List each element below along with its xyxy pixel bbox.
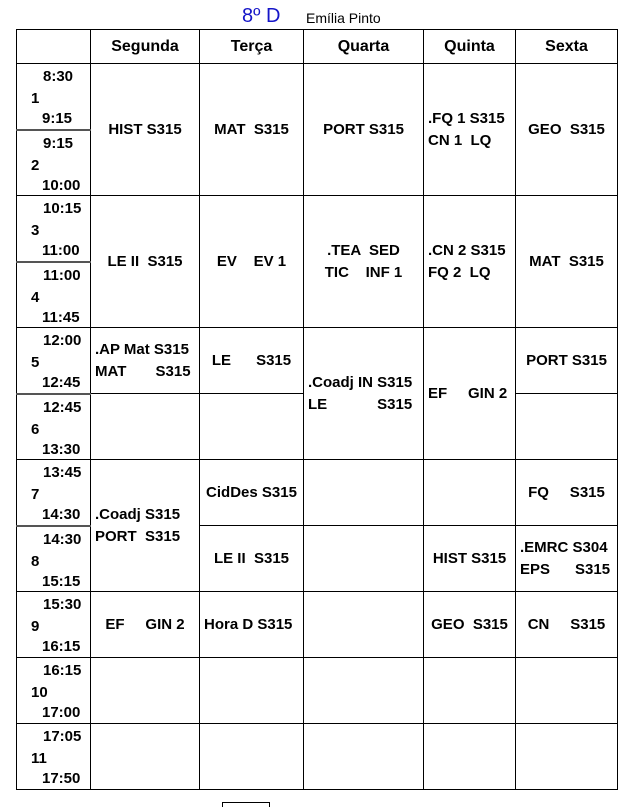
day-header-row [17,30,618,64]
empty-cell [304,592,424,658]
slot-end: 14:30 [42,506,81,523]
lesson-text: PORT S315 [526,351,607,369]
lesson-text: CidDes S315 [206,483,297,501]
day-header: Segunda [91,30,200,64]
lesson-text: MAT S315 [529,252,604,270]
empty-cell [304,526,424,592]
lesson-cell[interactable] [424,526,516,592]
lesson-cell[interactable] [424,196,516,328]
lesson-text: .FQ 1 S315 [428,109,505,127]
lesson-text: EF GIN 2 [428,384,508,402]
empty-cell [304,460,424,526]
lesson-text: FQ 2 LQ [428,263,491,281]
empty-cell [424,658,516,724]
lesson-cell[interactable] [200,460,304,526]
lesson-cell[interactable] [516,196,618,328]
lesson-text: GEO S315 [431,615,508,633]
slot-row [17,658,618,724]
slot-number: 10 [31,684,48,701]
slot-row [17,724,618,790]
lesson-cell[interactable] [91,460,200,592]
lesson-cell[interactable] [424,328,516,460]
slot-number: 7 [31,486,40,503]
lesson-text: EPS S315 [520,560,611,578]
slot-start: 14:30 [43,530,82,548]
lesson-text: GEO S315 [528,120,605,138]
class-name: 8º D [242,5,281,27]
empty-cell [91,724,200,790]
lesson-cell[interactable] [516,592,618,658]
lesson-cell[interactable] [200,64,304,196]
lesson-cell[interactable] [424,592,516,658]
slot-start: 8:30 [43,68,74,85]
slot-number: 2 [31,156,40,174]
empty-cell [91,658,200,724]
lesson-cell[interactable] [516,64,618,196]
lesson-text: HIST S315 [432,549,507,567]
lesson-cell[interactable] [304,64,424,196]
lesson-cell[interactable] [516,526,618,592]
slot-row [17,328,618,394]
time-cell [17,526,91,592]
slot-row [17,64,618,130]
slot-row [17,196,618,262]
slot-end: 15:15 [42,572,81,590]
slot-number: 5 [31,354,40,371]
lesson-text: TIC INF 1 [324,263,403,281]
lesson-text: LE S315 [308,395,413,413]
lesson-text: .Coadj IN S315 [308,373,413,391]
empty-cell [200,724,304,790]
lesson-text: LE II S315 [213,549,290,567]
slot-number: 1 [31,90,40,107]
empty-cell [304,724,424,790]
slot-end: 9:15 [42,110,73,127]
time-cell [17,724,91,790]
slot-start: 17:05 [43,728,82,745]
lesson-cell[interactable] [200,328,304,394]
time-cell [17,196,91,262]
lesson-text: FQ S315 [528,483,605,501]
lesson-cell[interactable] [91,64,200,196]
slot-number: 3 [31,222,40,239]
lesson-cell[interactable] [200,196,304,328]
lesson-text: CN 1 LQ [428,131,492,149]
slot-row [17,460,618,526]
slot-number: 4 [31,288,40,306]
slot-row [17,592,618,658]
empty-cell [200,394,304,460]
slot-start: 11:00 [43,266,81,284]
time-cell [17,460,91,526]
empty-cell [516,724,618,790]
empty-cell [424,460,516,526]
time-cell [17,262,91,328]
lesson-text: LE II S315 [107,252,183,270]
timetable [16,29,618,790]
slot-number: 11 [31,750,47,767]
lesson-text: .CN 2 S315 [428,241,506,259]
slot-start: 16:15 [43,662,82,679]
empty-cell [516,394,618,460]
slot-number: 6 [31,420,40,438]
lesson-cell[interactable] [304,328,424,460]
lesson-text: MAT S315 [95,362,191,380]
schedule-header [0,4,630,28]
lesson-text: HIST S315 [108,120,182,138]
slot-start: 10:15 [43,200,82,217]
slot-end: 16:15 [42,638,81,655]
lesson-cell[interactable] [424,64,516,196]
time-cell [17,64,91,130]
slot-end: 17:00 [42,704,81,721]
day-header: Terça [200,30,304,64]
lesson-text: CN S315 [527,615,606,633]
slot-end: 12:45 [42,374,81,391]
lesson-text: EV EV 1 [216,252,287,270]
empty-cell [200,658,304,724]
lesson-text: .TEA SED [327,241,400,259]
time-cell [17,130,91,196]
lesson-text: .Coadj S315 [95,505,181,523]
lesson-cell[interactable] [516,328,618,394]
slot-end: 13:30 [42,440,81,458]
lesson-text: LE S315 [211,351,292,369]
lesson-cell[interactable] [516,460,618,526]
day-header: Sexta [516,30,618,64]
slot-start: 15:30 [43,596,82,613]
time-cell [17,658,91,724]
day-header: Quarta [304,30,424,64]
lesson-text: .EMRC S304 [520,538,608,556]
lesson-text: MAT S315 [214,120,289,138]
time-cell [17,328,91,394]
slot-start: 13:45 [43,464,82,481]
lesson-cell[interactable] [91,196,200,328]
slot-start: 12:00 [43,332,82,349]
lesson-cell[interactable] [200,526,304,592]
slot-number: 9 [31,618,40,635]
time-cell [17,394,91,460]
lesson-text: PORT S315 [323,120,404,138]
day-header: Quinta [424,30,516,64]
lesson-cell[interactable] [200,592,304,658]
empty-cell [91,394,200,460]
empty-cell [516,658,618,724]
page-marker [222,802,270,807]
corner-cell [17,30,91,64]
slot-start: 12:45 [43,398,82,416]
slot-number: 8 [31,552,40,570]
lesson-cell[interactable] [91,328,200,394]
slot-start: 9:15 [43,134,74,152]
empty-cell [424,724,516,790]
empty-cell [304,658,424,724]
time-cell [17,592,91,658]
lesson-text: EF GIN 2 [105,615,185,633]
slot-end: 11:45 [42,308,80,326]
lesson-cell[interactable] [304,196,424,328]
lesson-text: PORT S315 [95,527,181,545]
lesson-cell[interactable] [91,592,200,658]
teacher-name: Emília Pinto [306,10,381,26]
lesson-text: Hora D S315 [204,615,293,633]
slot-end: 17:50 [42,770,81,787]
slot-end: 10:00 [42,176,81,194]
lesson-text: .AP Mat S315 [95,340,189,358]
slot-end: 11:00 [42,242,80,259]
